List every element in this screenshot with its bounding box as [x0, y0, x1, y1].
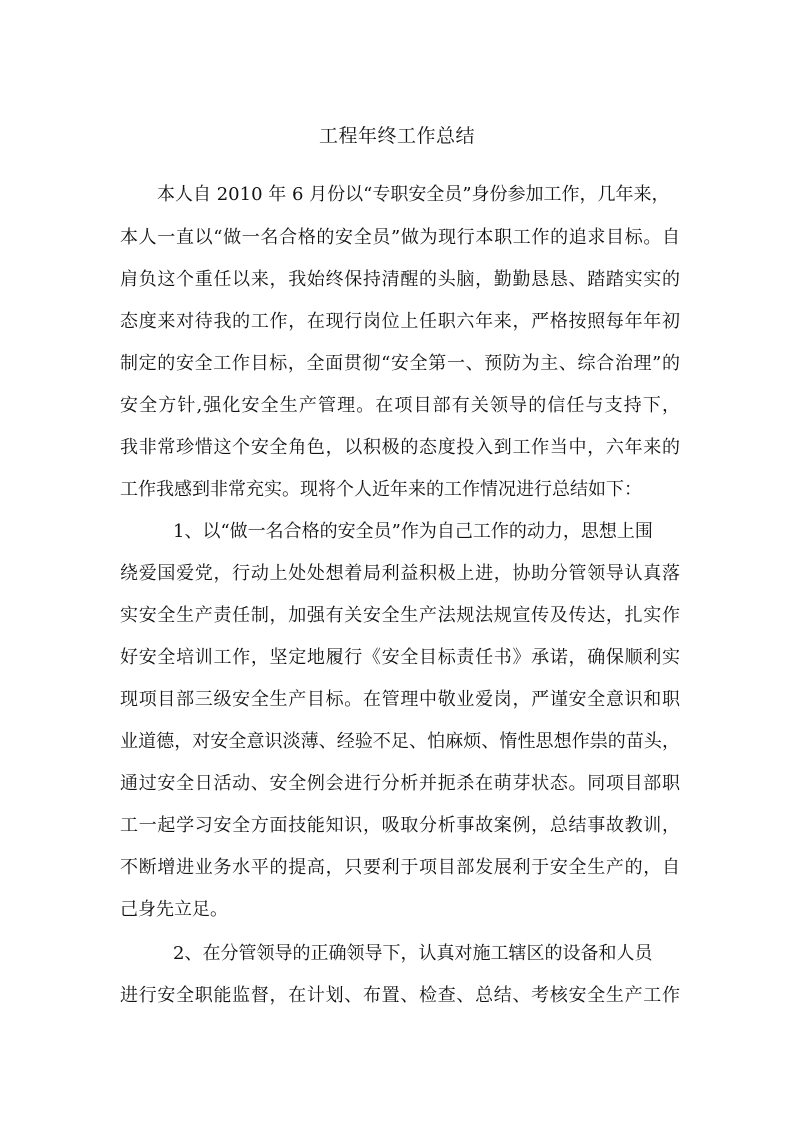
paragraph-line: 制定的安全工作目标，全面贯彻“安全第一、预防为主、综合治理”的 [120, 353, 680, 374]
paragraph-line: 我非常珍惜这个安全角色，以积极的态度投入到工作当中，六年来的 [120, 437, 680, 458]
paragraph-line: 己身先立足。 [120, 899, 228, 920]
paragraph-line: 本人一直以“做一名合格的安全员”做为现行本职工作的追求目标。自 [120, 227, 680, 248]
document-title: 工程年终工作总结 [318, 125, 475, 147]
paragraph-line: 安全方针,强化安全生产管理。在项目部有关领导的信任与支持下， [120, 395, 680, 416]
paragraph-line: 好安全培训工作，坚定地履行《安全目标责任书》承诺，确保顺利实 [120, 647, 680, 668]
paragraph-line: 1、以“做一名合格的安全员”作为自己工作的动力，思想上围 [173, 521, 653, 542]
paragraph-line: 现项目部三级安全生产目标。在管理中敬业爱岗，严谨安全意识和职 [120, 689, 680, 710]
paragraph-line: 进行安全职能监督，在计划、布置、检查、总结、考核安全生产工作 [120, 985, 680, 1006]
paragraph-line: 通过安全日活动、安全例会进行分析并扼杀在萌芽状态。同项目部职 [120, 773, 680, 794]
paragraph-line: 本人自 2010 年 6 月份以“专职安全员”身份参加工作，几年来， [157, 184, 670, 205]
paragraph-line: 工一起学习安全方面技能知识，吸取分析事故案例，总结事故教训， [120, 815, 680, 836]
paragraph-line: 工作我感到非常充实。现将个人近年来的工作情况进行总结如下： [120, 479, 642, 500]
paragraph-line: 实安全生产责任制，加强有关安全生产法规法规宣传及传达，扎实作 [120, 605, 680, 626]
paragraph-line: 肩负这个重任以来，我始终保持清醒的头脑，勤勤恳恳、踏踏实实的 [120, 269, 680, 290]
paragraph-line: 态度来对待我的工作，在现行岗位上任职六年来，严格按照每年年初 [120, 311, 680, 332]
paragraph-line: 业道德，对安全意识淡薄、经验不足、怕麻烦、惰性思想作祟的苗头， [120, 731, 680, 752]
paragraph-line: 不断增进业务水平的提高，只要利于项目部发展利于安全生产的，自 [120, 857, 680, 878]
paragraph-line: 绕爱国爱党，行动上处处想着局利益积极上进，协助分管领导认真落 [120, 563, 680, 584]
paragraph-line: 2、在分管领导的正确领导下，认真对施工辖区的设备和人员 [173, 943, 653, 964]
